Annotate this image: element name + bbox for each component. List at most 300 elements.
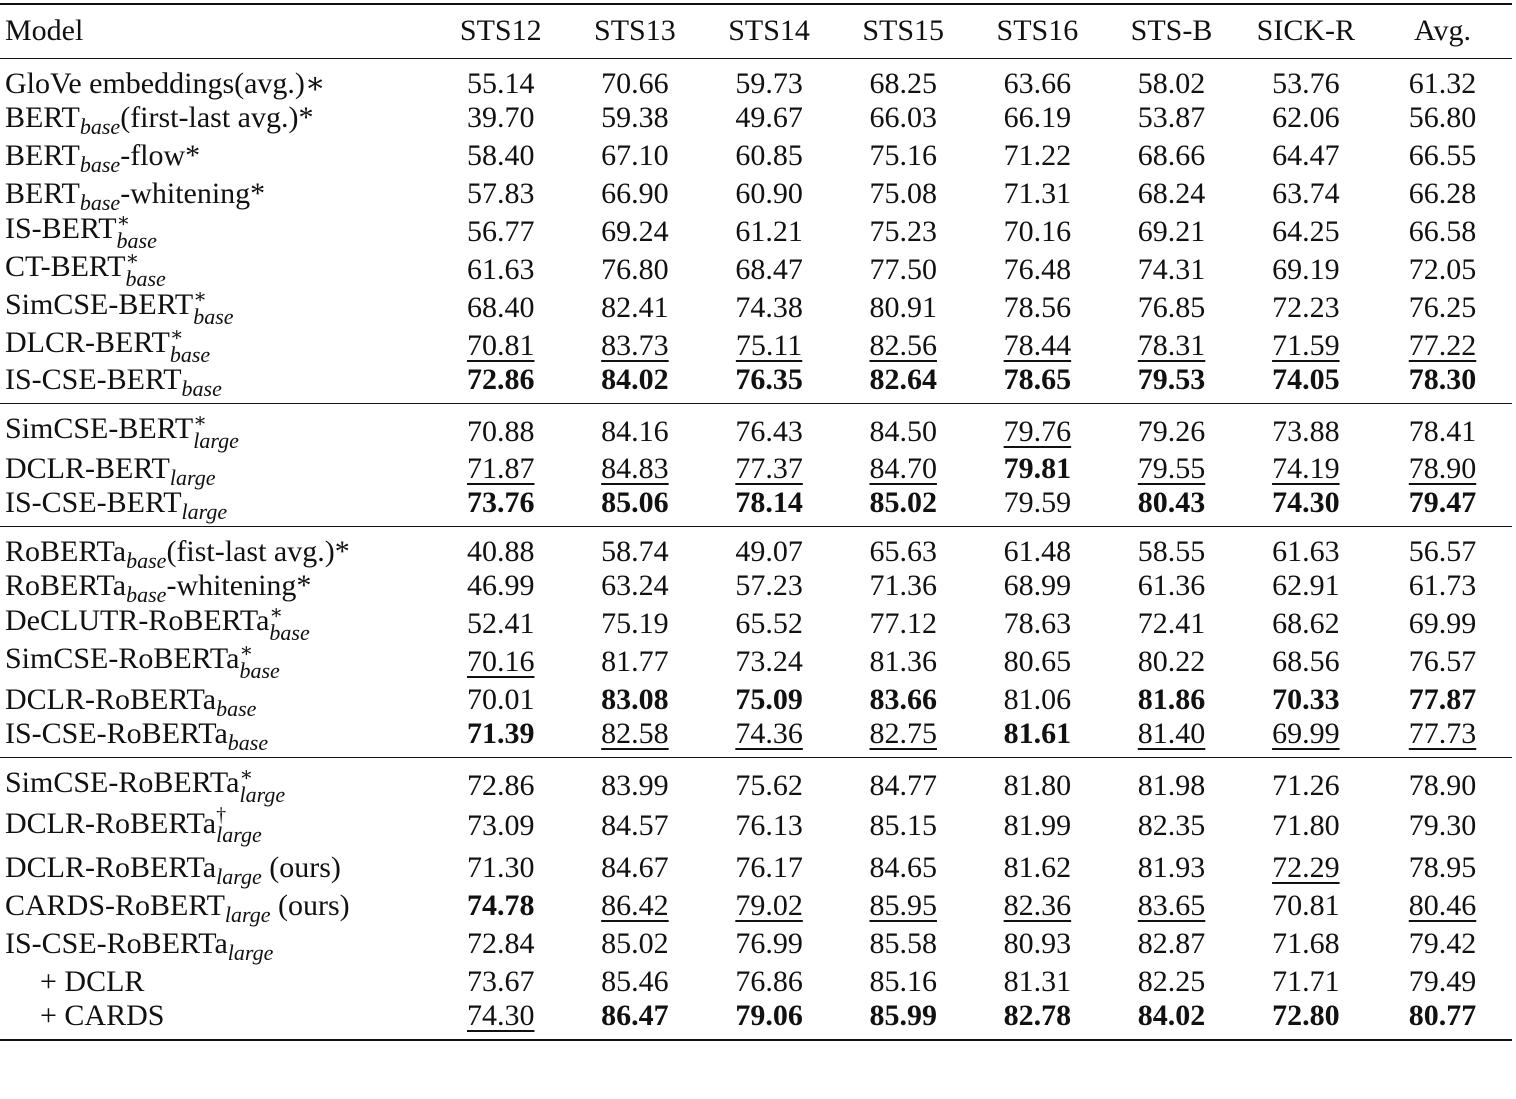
score-value: 69.19 — [1272, 252, 1340, 286]
score-cell-sick-r — [1239, 716, 1373, 758]
score-cell-sts16 — [970, 681, 1104, 719]
score-value: 58.02 — [1137, 66, 1206, 100]
score-value: 76.48 — [1003, 252, 1072, 286]
score-value: 76.80 — [601, 252, 669, 286]
table-row — [0, 213, 1512, 251]
score-cell-sts16 — [970, 175, 1104, 213]
score-cell-avg — [1373, 99, 1512, 137]
score-value: 85.46 — [601, 964, 669, 998]
score-cell-sts14 — [702, 681, 836, 719]
score-value: 79.02 — [735, 888, 803, 922]
model-variant — [169, 323, 211, 367]
score-cell-sts12 — [434, 175, 568, 213]
score-cell-avg — [1373, 757, 1512, 804]
model-name — [5, 682, 257, 721]
score-cell-sts13 — [568, 289, 702, 327]
model-name-cell — [0, 403, 434, 453]
score-cell-sick-r — [1239, 887, 1373, 925]
score-value: 85.95 — [869, 888, 937, 922]
score-cell-sts13 — [568, 137, 702, 175]
score-value: 78.41 — [1408, 414, 1477, 448]
score-value: 66.90 — [601, 176, 669, 210]
score-value: 80.43 — [1137, 485, 1206, 519]
model-variant — [269, 601, 310, 645]
score-cell-sts14 — [702, 963, 836, 1001]
score-cell-sts15 — [836, 289, 970, 327]
score-value: 68.25 — [869, 66, 937, 100]
score-value: 78.65 — [1003, 362, 1072, 396]
score-value: 74.38 — [735, 290, 803, 324]
score-value: 55.14 — [467, 66, 535, 100]
model-name-prefix: BERT — [5, 100, 80, 134]
model-name — [5, 804, 262, 847]
score-value: 83.66 — [869, 682, 937, 716]
model-size: base — [125, 265, 166, 291]
model-marker: ∗ — [239, 639, 254, 662]
results-table — [0, 3, 1512, 1041]
score-cell-sick-r — [1239, 450, 1373, 488]
score-value: 64.25 — [1272, 214, 1340, 248]
model-name-prefix: IS-CSE-BERT — [5, 485, 182, 519]
score-cell-avg — [1373, 998, 1512, 1040]
score-cell-sts15 — [836, 643, 970, 681]
model-name-prefix: RoBERTa — [5, 568, 127, 602]
model-name-cell — [0, 285, 434, 329]
score-cell-sts14 — [702, 925, 836, 963]
score-value: 76.25 — [1408, 290, 1477, 324]
model-name-suffix: (ours) — [270, 888, 350, 922]
score-cell-sts16 — [970, 289, 1104, 327]
model-name — [5, 926, 274, 965]
model-name-prefix: RoBERTa — [5, 534, 127, 568]
score-cell-sts16 — [970, 362, 1104, 404]
header-sts12: STS12 — [434, 4, 568, 58]
model-name-cell — [0, 485, 434, 527]
score-value: 81.93 — [1137, 850, 1206, 884]
model-name-suffix: -flow* — [120, 138, 201, 172]
score-value: 81.99 — [1003, 809, 1072, 842]
model-name-prefix: IS-CSE-RoBERTa — [5, 926, 228, 960]
score-value: 69.21 — [1137, 214, 1206, 248]
score-cell-sts12 — [434, 362, 568, 404]
table-group-3 — [0, 526, 1512, 757]
score-value: 74.05 — [1272, 362, 1340, 396]
model-size: base — [79, 113, 121, 139]
score-cell-sts15 — [836, 567, 970, 605]
score-cell-sick-r — [1239, 526, 1373, 567]
score-cell-sts14 — [702, 450, 836, 488]
score-value: 81.62 — [1003, 850, 1072, 884]
score-cell-sts15 — [836, 450, 970, 488]
score-value: 70.16 — [1003, 214, 1072, 248]
score-value: 71.87 — [467, 451, 535, 485]
score-value: 69.99 — [1272, 716, 1340, 750]
model-name — [5, 568, 312, 607]
model-size: large — [239, 781, 286, 807]
score-cell-sts14 — [702, 567, 836, 605]
score-value: 84.70 — [869, 451, 937, 485]
score-value: 56.57 — [1408, 534, 1477, 568]
score-cell-sts-b — [1104, 450, 1238, 488]
score-cell-sts15 — [836, 213, 970, 251]
score-cell-sts14 — [702, 849, 836, 887]
score-cell-sts12 — [434, 450, 568, 488]
score-cell-sts13 — [568, 998, 702, 1040]
score-cell-sts15 — [836, 526, 970, 567]
score-value: 70.81 — [1272, 888, 1340, 922]
score-value: 63.24 — [601, 568, 669, 602]
header-avg: Avg. — [1373, 4, 1512, 58]
model-name-prefix: SimCSE-RoBERTa — [5, 642, 240, 676]
score-value: 56.80 — [1408, 100, 1477, 134]
model-name — [5, 362, 222, 401]
score-value: 46.99 — [467, 568, 535, 602]
score-cell-sts12 — [434, 804, 568, 849]
score-cell-sts15 — [836, 925, 970, 963]
score-cell-sts-b — [1104, 58, 1238, 99]
model-name-prefix: SimCSE-RoBERTa — [5, 766, 240, 800]
model-name — [5, 763, 286, 807]
model-size: base — [216, 695, 257, 721]
score-value: 68.66 — [1137, 138, 1206, 172]
score-value: 77.37 — [735, 451, 803, 485]
score-cell-sts-b — [1104, 526, 1238, 567]
model-name-prefix: IS-CSE-BERT — [5, 362, 182, 396]
score-value: 78.14 — [735, 485, 803, 519]
score-value: 53.76 — [1272, 66, 1340, 100]
score-value: 85.58 — [869, 926, 937, 960]
score-cell-sick-r — [1239, 58, 1373, 99]
table-group-2 — [0, 403, 1512, 526]
score-value: 68.56 — [1272, 644, 1340, 678]
score-value: 85.99 — [869, 998, 937, 1032]
model-name-prefix: DCLR-RoBERTa — [5, 682, 217, 716]
model-variant — [193, 285, 234, 329]
model-size: base — [269, 619, 310, 645]
model-marker: ∗ — [169, 323, 184, 346]
score-value: 81.86 — [1137, 682, 1206, 716]
model-name — [5, 409, 239, 453]
score-cell-sts12 — [434, 605, 568, 643]
score-value: 84.16 — [601, 414, 669, 448]
score-value: 71.39 — [467, 716, 535, 750]
score-cell-sick-r — [1239, 643, 1373, 681]
model-name-cell — [0, 998, 434, 1040]
score-value: 82.87 — [1137, 926, 1206, 960]
model-name — [5, 964, 145, 998]
score-value: 81.98 — [1137, 768, 1206, 802]
model-name-cell — [0, 247, 434, 291]
score-value: 68.99 — [1003, 568, 1072, 602]
model-name-cell — [0, 58, 434, 99]
model-size: base — [239, 657, 280, 683]
score-value: 82.25 — [1137, 964, 1206, 998]
model-name-cell — [0, 526, 434, 573]
score-value: 74.31 — [1137, 252, 1206, 286]
table-header — [0, 4, 1512, 58]
score-cell-sts13 — [568, 567, 702, 605]
model-name-cell — [0, 963, 434, 1001]
score-cell-sts-b — [1104, 963, 1238, 1001]
score-cell-sts-b — [1104, 362, 1238, 404]
score-cell-sts12 — [434, 963, 568, 1001]
score-value: 76.43 — [735, 414, 803, 448]
score-cell-sts13 — [568, 251, 702, 289]
score-value: 82.78 — [1003, 998, 1072, 1032]
table-row — [0, 327, 1512, 365]
score-cell-sts-b — [1104, 327, 1238, 365]
score-cell-sts15 — [836, 485, 970, 527]
score-cell-sts14 — [702, 289, 836, 327]
model-name-cell — [0, 175, 434, 213]
model-name-prefix: SimCSE-BERT — [5, 288, 194, 322]
table-row — [0, 99, 1512, 137]
model-name-prefix: GloVe embeddings(avg.) — [5, 66, 305, 100]
score-value: 81.36 — [869, 644, 937, 678]
score-value: 65.63 — [869, 534, 937, 568]
model-name-cell — [0, 362, 434, 404]
model-name-prefix: CARDS-RoBERT — [5, 888, 225, 922]
score-value: 79.06 — [735, 998, 803, 1032]
score-value: 76.35 — [735, 362, 803, 396]
model-name-cell — [0, 567, 434, 605]
score-cell-sts14 — [702, 251, 836, 289]
score-cell-sts-b — [1104, 757, 1238, 804]
score-value: 77.73 — [1408, 716, 1477, 750]
score-value: 73.24 — [735, 644, 803, 678]
table-row — [0, 757, 1512, 804]
score-cell-sts15 — [836, 137, 970, 175]
score-value: 78.30 — [1408, 362, 1477, 396]
score-cell-sts16 — [970, 643, 1104, 681]
model-name-cell — [0, 925, 434, 963]
model-marker: ∗ — [116, 209, 131, 232]
score-cell-sick-r — [1239, 567, 1373, 605]
score-cell-sts13 — [568, 757, 702, 804]
score-value: 70.88 — [467, 414, 535, 448]
score-cell-sts16 — [970, 998, 1104, 1040]
score-value: 81.06 — [1003, 682, 1072, 716]
model-name-prefix: DeCLUTR-RoBERTa — [5, 604, 270, 638]
model-size: large — [169, 464, 216, 490]
score-cell-avg — [1373, 681, 1512, 719]
model-name-suffix: -whitening* — [166, 568, 312, 602]
table-row — [0, 289, 1512, 327]
score-value: 81.40 — [1137, 716, 1206, 750]
score-value: 53.87 — [1137, 100, 1206, 134]
table-row — [0, 488, 1512, 527]
score-cell-sts16 — [970, 925, 1104, 963]
score-cell-sts14 — [702, 643, 836, 681]
score-cell-sts16 — [970, 567, 1104, 605]
score-cell-sts12 — [434, 403, 568, 450]
score-cell-sts15 — [836, 849, 970, 887]
score-value: 71.30 — [467, 850, 535, 884]
score-cell-avg — [1373, 526, 1512, 567]
score-cell-sick-r — [1239, 327, 1373, 365]
score-value: 63.66 — [1003, 66, 1072, 100]
model-size: base — [126, 581, 167, 607]
score-cell-avg — [1373, 567, 1512, 605]
score-value: 80.46 — [1408, 888, 1477, 922]
score-cell-sick-r — [1239, 998, 1373, 1040]
score-cell-sts-b — [1104, 99, 1238, 137]
score-cell-sts15 — [836, 757, 970, 804]
score-cell-sts-b — [1104, 213, 1238, 251]
score-cell-sts13 — [568, 925, 702, 963]
model-size: base — [227, 729, 269, 755]
score-cell-sts16 — [970, 485, 1104, 527]
score-cell-avg — [1373, 213, 1512, 251]
header-sts-b: STS-B — [1104, 4, 1238, 58]
score-cell-sts15 — [836, 251, 970, 289]
score-cell-sts-b — [1104, 804, 1238, 849]
score-cell-sts14 — [702, 998, 836, 1040]
score-value: 72.86 — [467, 362, 535, 396]
model-name — [5, 998, 165, 1032]
score-cell-sts-b — [1104, 643, 1238, 681]
score-cell-sts16 — [970, 327, 1104, 365]
score-value: 79.42 — [1408, 926, 1477, 960]
score-cell-avg — [1373, 963, 1512, 1001]
model-variant — [116, 209, 157, 253]
table-row — [0, 58, 1512, 99]
model-name-cell — [0, 716, 434, 758]
score-value: 59.38 — [601, 100, 669, 134]
score-cell-sts12 — [434, 58, 568, 99]
score-value: 84.57 — [601, 809, 669, 842]
model-size: base — [169, 341, 211, 367]
score-value: 68.47 — [735, 252, 803, 286]
score-value: 66.03 — [869, 100, 937, 134]
score-cell-sts16 — [970, 757, 1104, 804]
score-cell-avg — [1373, 251, 1512, 289]
score-value: 78.44 — [1003, 328, 1072, 362]
score-cell-sts14 — [702, 485, 836, 527]
score-value: 76.57 — [1408, 644, 1477, 678]
score-value: 68.62 — [1272, 606, 1340, 640]
model-marker: ∗ — [269, 601, 283, 624]
score-value: 85.16 — [869, 964, 937, 998]
score-cell-avg — [1373, 605, 1512, 643]
score-value: 61.73 — [1408, 568, 1477, 602]
table-row — [0, 450, 1512, 488]
score-cell-sts12 — [434, 251, 568, 289]
score-value: 73.09 — [467, 809, 535, 842]
score-value: 66.28 — [1408, 176, 1477, 210]
score-value: 82.64 — [869, 362, 937, 396]
model-name — [5, 850, 341, 889]
score-cell-sts13 — [568, 643, 702, 681]
score-value: 71.31 — [1003, 176, 1072, 210]
score-value: 83.73 — [601, 328, 669, 362]
score-value: 58.40 — [467, 138, 535, 172]
model-name-prefix: DLCR-BERT — [5, 326, 170, 360]
table-row — [0, 175, 1512, 213]
score-cell-sts14 — [702, 804, 836, 849]
score-cell-sts-b — [1104, 925, 1238, 963]
score-cell-sts16 — [970, 450, 1104, 488]
model-name-prefix: CT-BERT — [5, 250, 126, 284]
score-value: 39.70 — [467, 100, 535, 134]
score-value: 57.23 — [735, 568, 803, 602]
score-cell-sts15 — [836, 681, 970, 719]
score-cell-sts14 — [702, 327, 836, 365]
score-value: 81.31 — [1003, 964, 1072, 998]
model-name-prefix: DCLR-RoBERTa — [5, 850, 217, 884]
model-name-prefix: IS-BERT — [5, 212, 117, 246]
score-value: 62.06 — [1272, 100, 1340, 134]
score-cell-sts12 — [434, 567, 568, 605]
score-value: 73.88 — [1272, 414, 1340, 448]
model-name-prefix: + CARDS — [40, 998, 165, 1032]
model-marker: ∗ — [239, 763, 254, 786]
score-cell-sts12 — [434, 716, 568, 758]
score-value: 78.90 — [1408, 768, 1477, 802]
score-cell-sts13 — [568, 887, 702, 925]
table-row — [0, 567, 1512, 605]
score-cell-sts12 — [434, 137, 568, 175]
score-value: 61.48 — [1003, 534, 1072, 568]
score-value: 82.35 — [1137, 809, 1206, 842]
score-cell-sick-r — [1239, 403, 1373, 450]
score-cell-sts16 — [970, 526, 1104, 567]
score-cell-sts13 — [568, 327, 702, 365]
score-cell-sick-r — [1239, 289, 1373, 327]
table-row — [0, 1001, 1512, 1040]
score-cell-avg — [1373, 137, 1512, 175]
score-value: 66.19 — [1003, 100, 1072, 134]
score-cell-sts14 — [702, 716, 836, 758]
model-name-prefix: BERT — [5, 138, 80, 172]
score-cell-sts13 — [568, 213, 702, 251]
score-cell-sick-r — [1239, 605, 1373, 643]
table-row — [0, 605, 1512, 643]
score-cell-avg — [1373, 849, 1512, 887]
model-variant — [239, 763, 286, 807]
score-value: 80.93 — [1003, 926, 1072, 960]
table-row — [0, 849, 1512, 887]
score-cell-sick-r — [1239, 963, 1373, 1001]
model-size: base — [116, 227, 157, 253]
score-value: 71.71 — [1272, 964, 1340, 998]
score-value: 84.02 — [601, 362, 669, 396]
model-name-prefix: IS-CSE-RoBERTa — [5, 716, 228, 750]
score-cell-sts15 — [836, 58, 970, 99]
score-value: 70.01 — [467, 682, 535, 716]
score-cell-sts14 — [702, 605, 836, 643]
table-row — [0, 251, 1512, 289]
score-cell-avg — [1373, 362, 1512, 404]
score-cell-sts14 — [702, 58, 836, 99]
model-name-cell — [0, 681, 434, 719]
score-cell-sts-b — [1104, 289, 1238, 327]
model-size: large — [216, 822, 262, 847]
score-value: 79.55 — [1137, 451, 1206, 485]
score-value: 83.08 — [601, 682, 669, 716]
table-row — [0, 526, 1512, 567]
score-value: 84.50 — [869, 414, 937, 448]
score-value: 85.02 — [601, 926, 669, 960]
score-cell-sts16 — [970, 137, 1104, 175]
score-cell-sts15 — [836, 99, 970, 137]
score-cell-sts12 — [434, 681, 568, 719]
score-cell-sts12 — [434, 998, 568, 1040]
score-cell-sts15 — [836, 362, 970, 404]
score-cell-sts16 — [970, 403, 1104, 450]
score-value: 78.90 — [1408, 451, 1477, 485]
score-value: 83.65 — [1137, 888, 1206, 922]
